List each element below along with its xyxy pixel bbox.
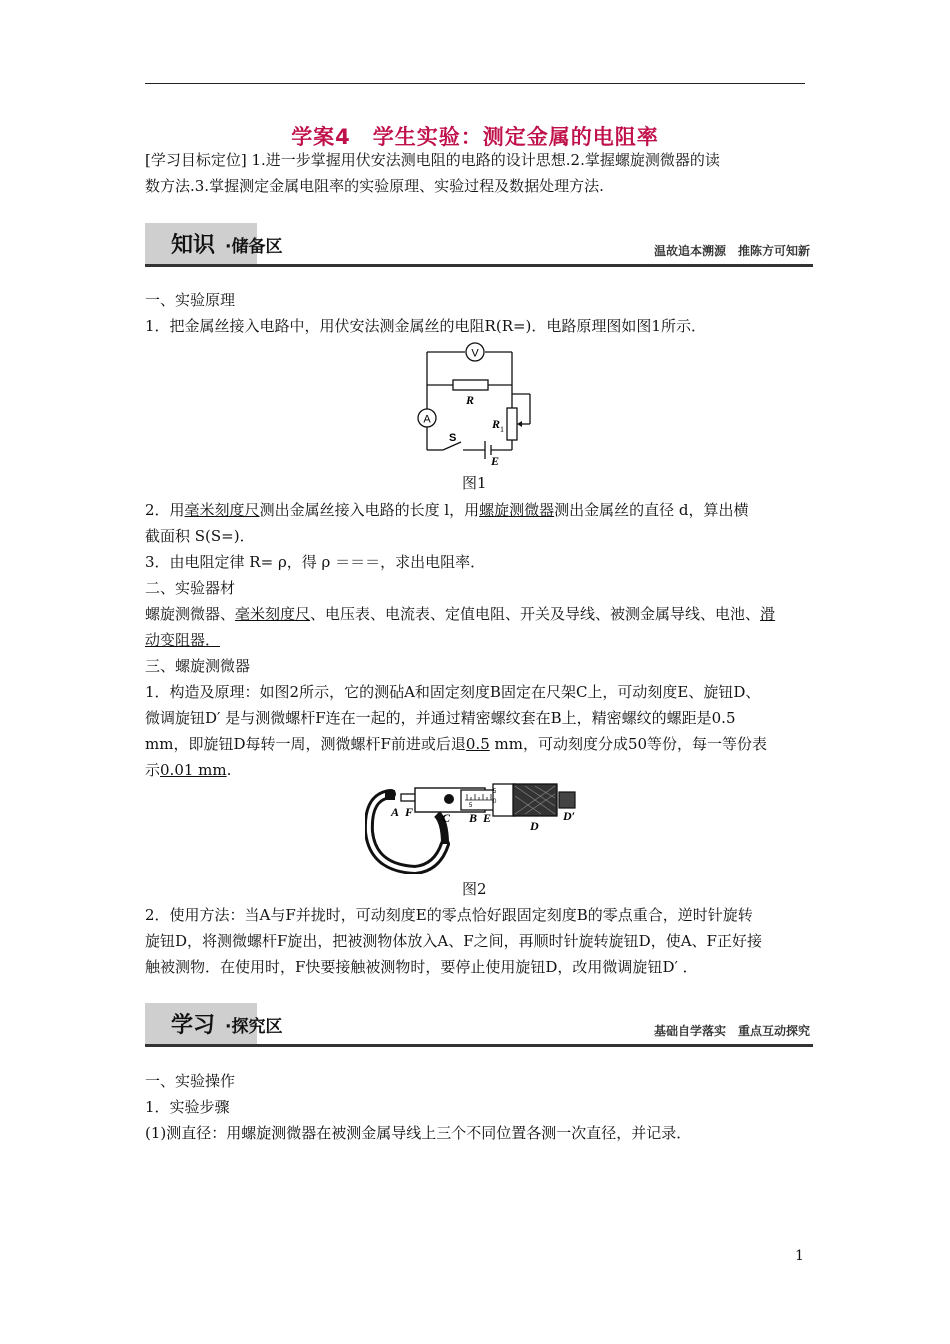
section-usage [145,902,810,980]
c3-text-a: mm，即旋钮D每转一周，测微螺杆F前进或后退 [145,735,466,753]
label-a: A [391,805,400,819]
eq-text-a: 螺旋测微器、 [145,605,236,623]
heading-steps: 1．实验步骤 [145,1098,230,1116]
objectives-line-1: [学习目标定位] 1.进一步掌握用伏安法测电阻的电路的设计思想.2.掌握螺旋测微器的读 [145,151,720,169]
label-e: E [483,811,492,825]
micrometer-c1: 1．构造及原理：如图2所示，它的测砧A和固定刻度B固定在尺架C上，可动刻度E、旋钮D、 [145,683,761,701]
principle-p3: 3．由电阻定律 R= ρ，得 ρ ＝＝＝，求出电阻率． [145,553,486,571]
c4-precision: 0.01 mm [160,761,227,779]
micrometer-figure [365,772,587,874]
label-s: S [449,432,457,444]
eq-rheostat-b: 动变阻器． [145,631,221,649]
tick-5-bottom: 5 [469,803,473,809]
label-c: C [442,811,451,825]
heading-principle: 一、实验原理 [145,291,236,309]
label-b: B [469,811,478,825]
objectives-line-2: 数方法.3.掌握测定金属电阻率的实验原理、实验过程及数据处理方法. [145,177,604,195]
label-e: E [491,454,500,468]
tick-5-top: 5 [493,789,497,795]
micrometer-c3 [145,731,810,757]
lock-knob [444,794,454,804]
ammeter-label: A [423,413,431,426]
usage-line3: 触被测物．在使用时，F快要接触被测物时，要停止使用旋钮D，改用微调旋钮D′ ． [145,958,698,976]
p2-ruler: 毫米刻度尺 [184,501,260,519]
p2-text-a: 2．用 [145,501,185,519]
eq-text-b: 、电压表、电流表、定值电阻、开关及导线、被测金属导线、电池、 [310,605,761,623]
circuit-diagram [405,338,540,468]
heading-micrometer: 三、螺旋测微器 [145,657,251,675]
banner-subtitle: ·探究区 [225,1017,283,1037]
section-principle [145,287,810,339]
section-operation [145,1068,810,1146]
c3-pitch: 0.5 [465,735,490,753]
figure1-caption: 图1 [462,474,487,492]
principle-p1: 1．把金属丝接入电路中，用伏安法测金属丝的电阻R(R=)．电路原理图如图1所示． [145,317,706,335]
heading-equipment: 二、实验器材 [145,579,236,597]
p2-micrometer: 螺旋测微器 [479,501,555,519]
principle-p2-line2: 截面积 S(S=)． [145,527,255,545]
eq-rheostat-a: 滑 [760,605,776,623]
slider-arrow [517,421,522,427]
label-r1-sub: 1 [500,425,504,434]
label-r: R [466,393,475,407]
label-f: F [405,805,414,819]
label-d: D [530,819,539,833]
page-number: 1 [795,1248,804,1264]
banner-subtitle: ·储备区 [225,237,283,257]
resistor-r [453,380,488,390]
banner-rule [145,264,813,267]
p2-text-c: 测出金属丝的直径 d，算出横 [554,501,749,519]
anvil-a [385,790,395,800]
header-rule [145,83,805,84]
page-title: 学案4 学生实验：测定金属的电阻率 [291,125,659,149]
banner-title: 学习 [171,1013,216,1038]
c4-text-b: . [226,761,232,779]
label-r1: R [492,417,501,431]
micrometer-c2: 微调旋钮D′ 是与测微螺杆F连在一起的，并通过精密螺纹套在B上，精密螺纹的螺距是0.5 [145,709,736,727]
equipment-line1 [145,601,810,627]
banner-slogan: 基础自学落实 重点互动探究 [653,1024,810,1038]
section-banner-learning [145,1003,810,1045]
figure2-caption: 图2 [462,880,487,898]
fine-knob-dp [559,792,575,808]
banner-rule [145,1044,813,1047]
section-principle-cont [145,497,810,783]
usage-line1: 2．使用方法：当A与F并拢时，可动刻度E的零点恰好跟固定刻度B的零点重合，逆时针旋转 [145,906,753,924]
banner-slogan: 温故追本溯源 推陈方可知新 [653,244,810,258]
section-banner-knowledge [145,223,810,265]
step-diameter: (1)测直径：用螺旋测微器在被测金属导线上三个不同位置各测一次直径，并记录． [145,1124,692,1142]
c4-text-a: 示 [145,761,161,779]
usage-line2: 旋钮D，将测微螺杆F旋出，把被测物体放入A、F之间，再顺时针旋转旋钮D，使A、F正好接 [145,932,762,950]
label-d-prime: D′ [563,809,576,823]
tick-0: 0 [493,799,497,805]
p2-text-b: 测出金属丝接入电路的长度 l，用 [259,501,480,519]
equipment-line2 [145,627,810,653]
voltmeter-label: V [471,347,479,360]
banner-title: 知识 [171,233,216,258]
principle-p2-line1 [145,497,810,523]
heading-operation: 一、实验操作 [145,1072,236,1090]
learning-objectives [145,147,810,199]
eq-ruler: 毫米刻度尺 [235,605,311,623]
c3-text-b: mm，可动刻度分成50等份，每一等份表 [489,735,768,753]
